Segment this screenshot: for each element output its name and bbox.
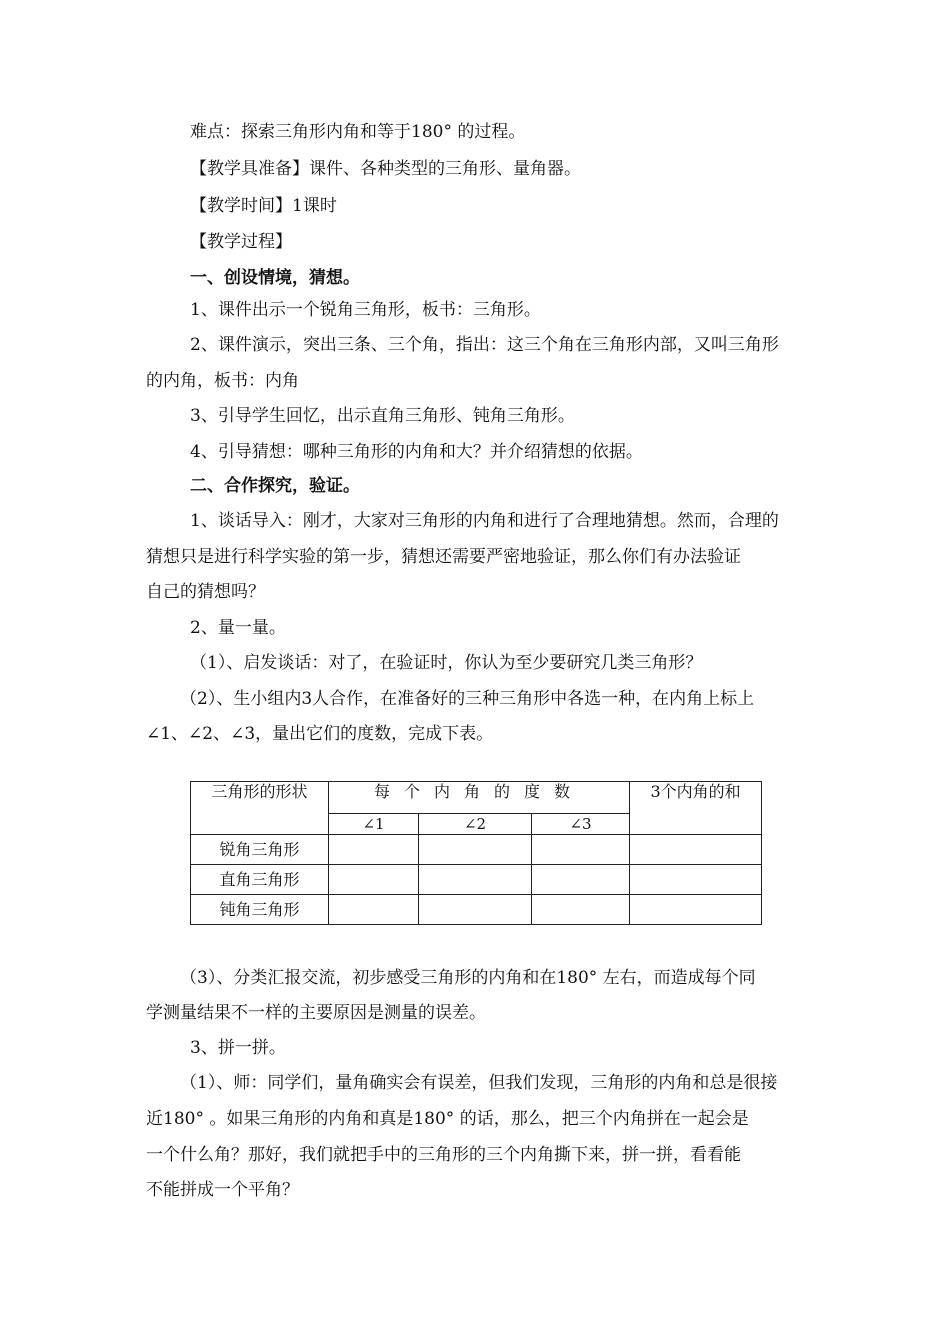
table-cell — [419, 895, 532, 925]
paragraph-10: 3、拼一拼。 — [190, 1038, 286, 1058]
difficulty-line: 难点：探索三角形内角和等于180° 的过程。 — [190, 122, 526, 142]
row-label-right: 直角三角形 — [191, 865, 329, 895]
header-angle-2: ∠2 — [419, 813, 532, 834]
table-cell — [329, 835, 419, 865]
table-cell — [419, 865, 532, 895]
table-row — [191, 865, 762, 895]
table-cell — [329, 865, 419, 895]
paragraph-11-line-4: 不能拼成一个平角？ — [146, 1180, 299, 1200]
paragraph-3: 3、引导学生回忆，出示直角三角形、钝角三角形。 — [190, 406, 575, 426]
paragraph-8-line-2: ∠1、∠2、∠3，量出它们的度数，完成下表。 — [146, 724, 494, 744]
teaching-aids-line: 【教学具准备】课件、各种类型的三角形、量角器。 — [190, 159, 581, 179]
paragraph-11-line-1: （1）、师：同学们，量角确实会有误差，但我们发现，三角形的内角和总是很接 — [180, 1073, 778, 1093]
table-row — [191, 835, 762, 865]
table-cell — [532, 895, 630, 925]
paragraph-5-line-1: 1、谈话导入：刚才，大家对三角形的内角和进行了合理地猜想。然而，合理的 — [190, 511, 779, 531]
angle-measurement-table — [190, 781, 762, 925]
table-row — [191, 895, 762, 925]
table-cell — [630, 835, 762, 865]
paragraph-7: （1）、启发谈话：对了，在验证时，你认为至少要研究几类三角形？ — [190, 653, 703, 673]
table-cell — [329, 895, 419, 925]
paragraph-4: 4、引导猜想：哪种三角形的内角和大？并介绍猜想的依据。 — [190, 442, 643, 462]
header-angle-1: ∠1 — [329, 813, 419, 834]
teaching-process-heading: 【教学过程】 — [190, 232, 292, 252]
header-angle-sum: 3个内角的和 — [630, 782, 762, 835]
paragraph-11-line-3: 一个什么角？那好，我们就把手中的三角形的三个内角撕下来，拼一拼，看看能 — [146, 1145, 741, 1165]
section-heading-2: 二、合作探究，验证。 — [190, 476, 360, 496]
row-label-obtuse: 钝角三角形 — [191, 895, 329, 925]
table-cell — [630, 895, 762, 925]
paragraph-2-line-2: 的内角，板书：内角 — [146, 371, 299, 391]
teaching-time-line: 【教学时间】1课时 — [190, 196, 337, 216]
table-cell — [630, 865, 762, 895]
paragraph-6: 2、量一量。 — [190, 618, 286, 638]
paragraph-8-line-1: （2）、生小组内3人合作，在准备好的三种三角形中各选一种，在内角上标上 — [180, 689, 755, 709]
table-cell — [532, 865, 630, 895]
paragraph-2-line-1: 2、课件演示，突出三条、三个角，指出：这三个角在三角形内部，又叫三角形 — [190, 335, 779, 355]
paragraph-5-line-3: 自己的猜想吗？ — [146, 582, 265, 602]
row-label-acute: 锐角三角形 — [191, 835, 329, 865]
paragraph-5-line-2: 猜想只是进行科学实验的第一步，猜想还需要严密地验证，那么你们有办法验证 — [146, 547, 741, 567]
header-angle-3: ∠3 — [532, 813, 630, 834]
table-cell — [532, 835, 630, 865]
paragraph-9-line-2: 学测量结果不一样的主要原因是测量的误差。 — [146, 1003, 486, 1023]
paragraph-1: 1、课件出示一个锐角三角形，板书：三角形。 — [190, 300, 541, 320]
section-heading-1: 一、创设情境，猜想。 — [190, 268, 360, 288]
paragraph-11-line-2: 近180° 。如果三角形的内角和真是180° 的话，那么，把三个内角拼在一起会是 — [146, 1109, 749, 1129]
paragraph-9-line-1: （3）、分类汇报交流，初步感受三角形的内角和在180° 左右，而造成每个同 — [180, 968, 756, 988]
header-angle-degrees: 每个内角的度数 — [329, 782, 630, 814]
header-shape: 三角形的形状 — [191, 782, 329, 835]
table-header-row — [191, 782, 762, 814]
table-cell — [419, 835, 532, 865]
